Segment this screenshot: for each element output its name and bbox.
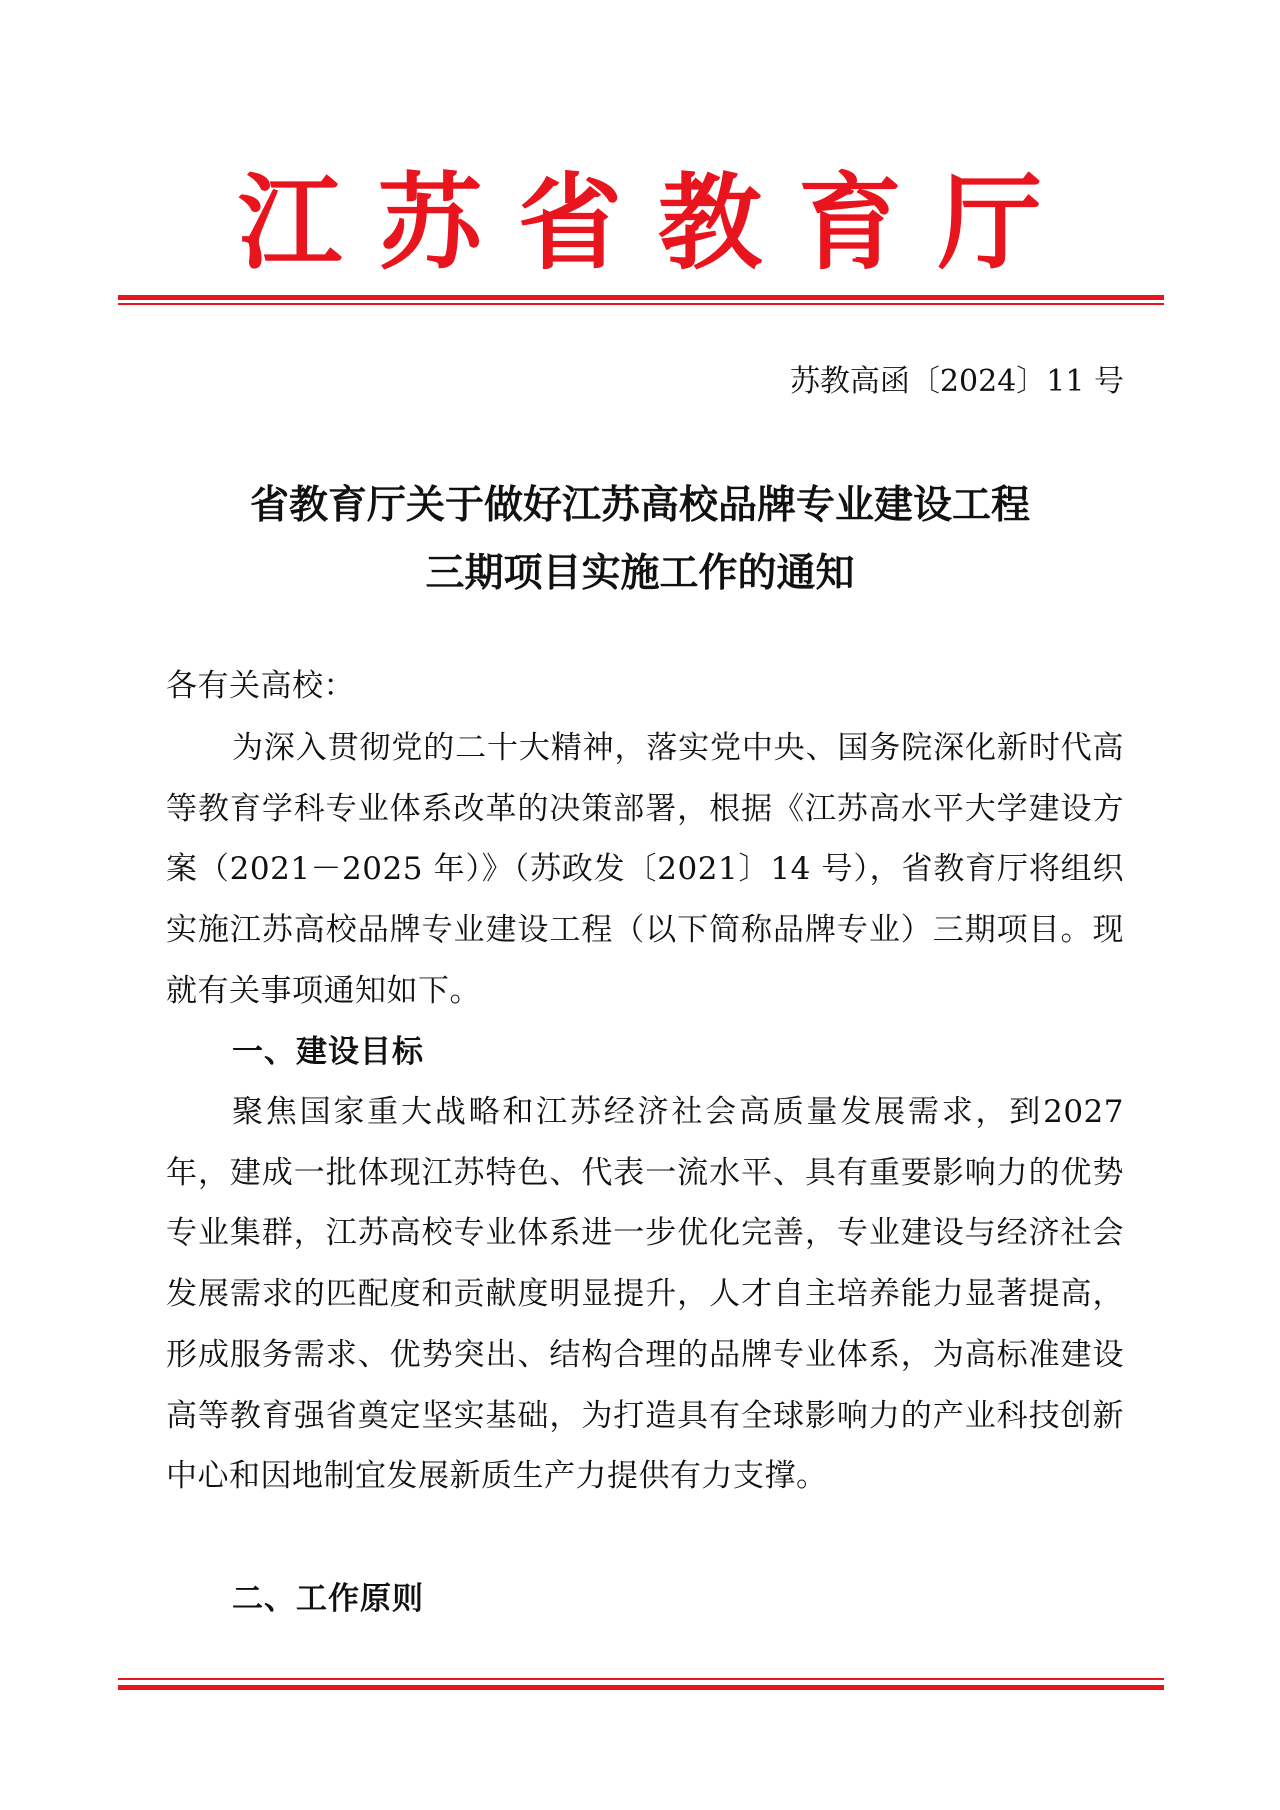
- section-heading: 一、建设目标: [232, 1034, 424, 1070]
- issuer-char: 教: [657, 161, 762, 284]
- section-body-paragraph: 聚焦国家重大战略和江苏经济社会高质量发展需求，到2027年，建成一批体现江苏特色、代表一流水平、具有重要影响力的优势专业集群，江苏高校专业体系进一步优化完善，专业建设与经济社会发展需求的匹配度和贡献度明显提升，人才自主培养能力显著提高，形成服务需求、优势突出、结构合理的品牌专业体系，为高标准建设高等教育强省奠定坚实基础，为打造具有全球影响力的产业科技创新中心和因地制宜发展新质生产力提供有力支撑。: [166, 1094, 1124, 1495]
- issuer-char: 厅: [937, 161, 1042, 284]
- issuer-masthead: [0, 158, 1280, 288]
- intro-paragraph: 为深入贯彻党的二十大精神，落实党中央、国务院深化新时代高等教育学科专业体系改革的决策部署，根据《江苏高水平大学建设方案（2021－2025 年）》（苏政发〔2021〕14 号），省教育厅将组织实施江苏高校品牌专业建设工程（以下简称品牌专业）三期项目。现就有关事项通知如下。: [166, 730, 1124, 1009]
- issuer-char: 育: [797, 161, 902, 284]
- footer-rule-thin: [118, 1678, 1164, 1680]
- document-title-line1: 省教育厅关于做好江苏高校品牌专业建设工程: [249, 482, 1030, 528]
- section-heading: 二、工作原则: [232, 1581, 424, 1617]
- footer-rule-thick: [118, 1685, 1164, 1690]
- issuer-char: 江: [237, 161, 342, 284]
- issuer-char: 省: [517, 161, 622, 284]
- header-rule-thin: [118, 303, 1164, 305]
- document-number: 苏教高函〔2024〕11 号: [789, 364, 1124, 399]
- header-rule-thick: [118, 295, 1164, 300]
- document-title-line2: 三期项目实施工作的通知: [425, 550, 855, 596]
- salutation: 各有关高校：: [166, 668, 355, 704]
- issuer-char: 苏: [377, 161, 482, 284]
